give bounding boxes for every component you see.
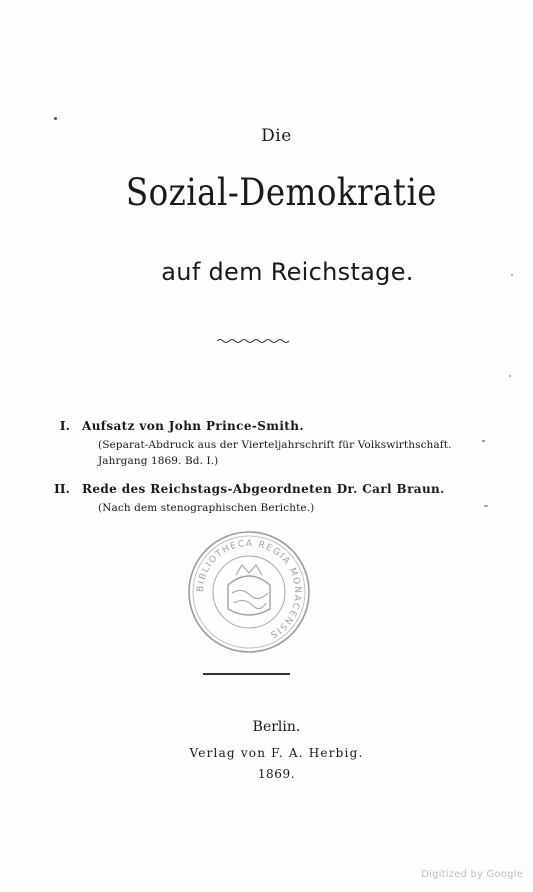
decorative-wavy-rule — [217, 337, 291, 345]
digitization-watermark: Digitized by Google — [421, 869, 523, 880]
imprint-city: Berlin. — [252, 719, 301, 735]
item-note: (Nach dem stenographischen Berichte.) — [98, 502, 315, 514]
library-stamp — [184, 527, 314, 657]
item-heading: Aufsatz von John Prince-Smith. — [82, 418, 304, 433]
horizontal-rule — [203, 673, 290, 675]
book-subtitle: auf dem Reichstage. — [161, 258, 414, 286]
ink-speck — [54, 117, 57, 120]
item-heading: Rede des Reichstags-Abgeordneten Dr. Carl Braun. — [82, 481, 445, 496]
item-note: Jahrgang 1869. Bd. I.) — [98, 455, 219, 467]
item-number: I. — [59, 418, 70, 433]
ink-speck — [484, 505, 488, 507]
ink-speck — [509, 375, 511, 377]
imprint-publisher: Verlag von F. A. Herbig. — [189, 746, 364, 760]
item-note: (Separat-Abdruck aus der Vierteljahrschrift für Volkswirthschaft. — [98, 439, 452, 451]
item-number: II. — [53, 481, 70, 496]
ink-speck — [482, 440, 485, 442]
title-article: Die — [261, 126, 292, 146]
imprint-year: 1869. — [257, 767, 296, 781]
svg-text:BIBLIOTHECA REGIA MONACENSIS — [196, 539, 302, 640]
stamp-text: BIBLIOTHECA REGIA MONACENSIS — [195, 538, 303, 640]
book-title: Sozial-Demokratie — [125, 171, 438, 214]
